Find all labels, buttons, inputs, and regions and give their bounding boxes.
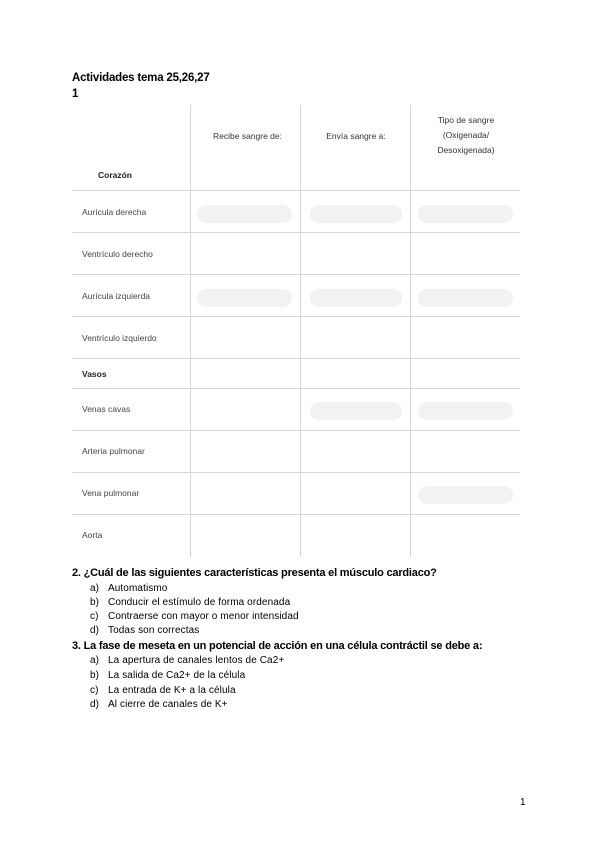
header-blood-type-line: Tipo de sangre <box>437 115 495 125</box>
row-label: Vena pulmonar <box>82 488 140 498</box>
header-receives-from: Recibe sangre de: <box>213 131 282 141</box>
header-blood-type-line: Desoxigenada) <box>437 145 495 155</box>
eraser-smudge <box>418 402 513 420</box>
header-blood-type <box>412 113 520 158</box>
row-label: Ventrículo izquierdo <box>82 333 157 343</box>
q3-option-d <box>90 699 228 710</box>
table-divider <box>190 105 191 557</box>
row-label: Venas cavas <box>82 404 131 414</box>
table-divider <box>300 105 301 557</box>
page-number: 1 <box>520 797 526 808</box>
heart-table <box>72 105 520 557</box>
header-sends-to: Envía sangre a: <box>326 131 386 141</box>
q3-option-c <box>90 685 236 696</box>
option-text: La salida de Ca2+ de la célula <box>108 670 246 681</box>
question-2: 2. ¿Cuál de las siguientes características presenta el músculo cardiaco? <box>72 567 437 579</box>
table-divider <box>410 105 411 557</box>
eraser-smudge <box>310 205 402 223</box>
table-divider <box>72 514 520 515</box>
q2-option-d <box>90 625 199 636</box>
option-text: Contraerse con mayor o menor intensidad <box>108 611 299 622</box>
eraser-smudge <box>418 289 513 307</box>
table-divider <box>72 388 520 389</box>
option-letter: d) <box>90 699 100 710</box>
group-label-vasos: Vasos <box>82 369 107 379</box>
table-divider <box>72 430 520 431</box>
q2-option-a <box>90 583 167 594</box>
eraser-smudge <box>197 205 292 223</box>
eraser-smudge <box>197 289 292 307</box>
option-letter: b) <box>90 670 100 681</box>
row-label: Aorta <box>82 530 103 540</box>
header-blood-type-line: (Oxigenada/ <box>442 130 490 140</box>
option-letter: a) <box>90 583 100 594</box>
option-text: La apertura de canales lentos de Ca2+ <box>108 655 285 666</box>
table-divider <box>72 274 520 275</box>
row-label: Aurícula izquierda <box>82 291 151 301</box>
eraser-smudge <box>418 486 513 504</box>
section-number: 1 <box>72 88 79 100</box>
document-title: Actividades tema 25,26,27 <box>72 72 210 84</box>
eraser-smudge <box>310 402 402 420</box>
row-label: Aurícula derecha <box>82 207 147 217</box>
option-text: Al cierre de canales de K+ <box>108 699 228 710</box>
q3-option-b <box>90 670 245 681</box>
eraser-smudge <box>310 289 402 307</box>
row-label: Arteria pulmonar <box>82 446 145 456</box>
option-text: Automatismo <box>108 583 168 594</box>
option-text: Conducir el estímulo de forma ordenada <box>108 597 291 608</box>
q2-option-b <box>90 597 290 608</box>
option-letter: c) <box>90 685 99 696</box>
option-letter: c) <box>90 611 99 622</box>
option-letter: d) <box>90 625 100 636</box>
question-3: 3. La fase de meseta en un potencial de acción en una célula contráctil se debe a: <box>72 640 483 652</box>
eraser-smudge <box>418 205 513 223</box>
option-letter: b) <box>90 597 100 608</box>
table-divider <box>72 232 520 233</box>
q2-option-c <box>90 611 299 622</box>
table-divider <box>72 358 520 359</box>
group-label-corazon: Corazón <box>98 170 132 180</box>
row-label: Ventrículo derecho <box>82 249 153 259</box>
table-divider <box>72 472 520 473</box>
table-divider <box>72 190 520 191</box>
option-text: La entrada de K+ a la célula <box>108 685 236 696</box>
table-divider <box>72 316 520 317</box>
option-letter: a) <box>90 655 100 666</box>
q3-option-a <box>90 655 284 666</box>
option-text: Todas son correctas <box>108 625 200 636</box>
